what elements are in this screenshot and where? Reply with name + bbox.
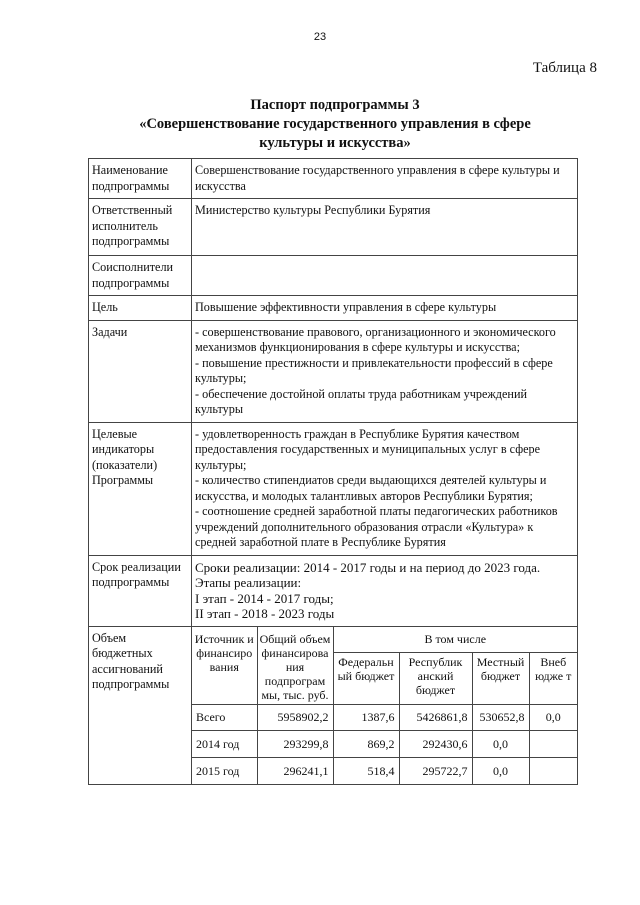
row-name <box>89 159 578 199</box>
indicator-item: - количество стипендиатов среди выдающихся деятелей культуры и искусства, и молодых талантливых авторов Республики Бурятия; <box>195 473 547 503</box>
header-including: В том числе <box>333 627 577 653</box>
row-value <box>192 422 578 555</box>
row-label: Цель <box>89 296 192 321</box>
header-republic: Республик анский бюджет <box>399 652 472 704</box>
budget-year: 2015 год <box>192 757 257 784</box>
row-value: Совершенствование государственного управления в сфере культуры и искусства <box>192 159 578 199</box>
title-line-1: Паспорт подпрограммы 3 <box>250 97 420 113</box>
budget-local: 0,0 <box>472 730 529 757</box>
budget-federal: 518,4 <box>333 757 399 784</box>
budget-row <box>192 704 577 730</box>
budget-table <box>192 627 577 785</box>
budget-federal: 1387,6 <box>333 704 399 730</box>
budget-local: 530652,8 <box>472 704 529 730</box>
row-label: Ответственный исполнитель подпрограммы <box>89 199 192 256</box>
period-line: Этапы реализации: <box>195 575 302 590</box>
row-value: Министерство культуры Республики Бурятия <box>192 199 578 256</box>
period-line: II этап - 2018 - 2023 годы <box>195 606 335 621</box>
row-indicators <box>89 422 578 555</box>
header-local: Местный бюджет <box>472 652 529 704</box>
budget-cell <box>192 626 578 785</box>
header-total: Общий объем финансирова ния подпрограм мы, тыс. руб. <box>257 627 333 705</box>
row-budget <box>89 626 578 785</box>
row-label: Целевые индикаторы (показатели) Программы <box>89 422 192 555</box>
budget-header-row <box>192 627 577 653</box>
passport-title <box>90 96 580 153</box>
row-tasks <box>89 320 578 422</box>
row-goal <box>89 296 578 321</box>
page-number: 23 <box>313 31 327 43</box>
budget-offbudget <box>529 730 577 757</box>
budget-federal: 869,2 <box>333 730 399 757</box>
title-line-2: «Совершенствование государственного управления в сфере <box>139 116 531 132</box>
passport-table <box>88 158 578 785</box>
row-coexecutors <box>89 256 578 296</box>
budget-year: 2014 год <box>192 730 257 757</box>
task-item: - повышение престижности и привлекательности профессий в сфере культуры; <box>195 355 553 385</box>
table-label: Таблица 8 <box>532 60 597 76</box>
budget-republic: 292430,6 <box>399 730 472 757</box>
period-line: I этап - 2014 - 2017 годы; <box>195 590 334 606</box>
title-line-3: культуры и искусства» <box>259 135 411 151</box>
row-label: Объем бюджетных ассигнований подпрограммы <box>89 626 192 785</box>
budget-local: 0,0 <box>472 757 529 784</box>
task-item: - обеспечение достойной оплаты труда работникам учреждений культуры <box>195 386 527 416</box>
header-offbudget: Внеб юдже т <box>529 652 577 704</box>
row-responsible <box>89 199 578 256</box>
budget-total: 296241,1 <box>257 757 333 784</box>
budget-row <box>192 757 577 784</box>
budget-row <box>192 730 577 757</box>
row-value <box>192 256 578 296</box>
row-period <box>89 555 578 626</box>
header-source: Источник и финансиро вания <box>192 627 257 705</box>
row-label: Задачи <box>89 320 192 422</box>
budget-offbudget: 0,0 <box>529 704 577 730</box>
budget-republic: 5426861,8 <box>399 704 472 730</box>
budget-total: 293299,8 <box>257 730 333 757</box>
indicator-item: - соотношение средней заработной платы педагогических работников учреждений дополнительного образования отрасли «Культура» к средней заработной плате в Республике Бурятия <box>195 504 558 549</box>
indicator-item: - удовлетворенность граждан в Республике Бурятия качеством предоставления государственных и муниципальных услуг в сфере культуры; <box>195 426 540 472</box>
row-value <box>192 555 578 626</box>
row-label: Соисполнители подпрограммы <box>89 256 192 296</box>
budget-republic: 295722,7 <box>399 757 472 784</box>
row-value: Повышение эффективности управления в сфере культуры <box>192 296 578 321</box>
budget-year: Всего <box>192 704 257 730</box>
row-label: Срок реализации подпрограммы <box>89 555 192 626</box>
row-label: Наименование подпрограммы <box>89 159 192 199</box>
task-item: - совершенствование правового, организационного и экономического механизмов функционирования в сфере культуры и искусства; <box>195 324 556 354</box>
header-federal: Федеральн ый бюджет <box>333 652 399 704</box>
row-value <box>192 320 578 422</box>
period-line: Сроки реализации: 2014 - 2017 годы и на период до 2023 года. <box>195 559 541 575</box>
budget-offbudget <box>529 757 577 784</box>
budget-total: 5958902,2 <box>257 704 333 730</box>
